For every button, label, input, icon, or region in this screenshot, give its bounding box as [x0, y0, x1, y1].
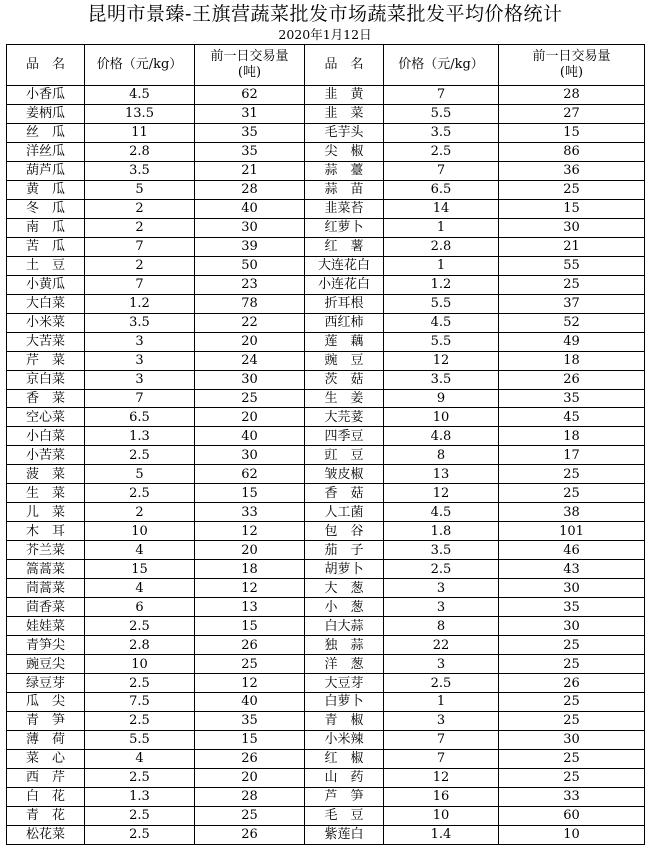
volume-cell: 35 [499, 598, 645, 617]
table-row [7, 674, 645, 693]
volume-cell: 24 [195, 351, 305, 370]
vegetable-name-cell: 南 瓜 [7, 218, 85, 237]
price-cell: 2.5 [85, 484, 195, 503]
price-cell: 1.4 [384, 825, 499, 844]
volume-cell: 25 [499, 636, 645, 655]
vegetable-name-cell: 大苦菜 [7, 332, 85, 351]
volume-cell: 22 [195, 313, 305, 332]
table-row [7, 313, 645, 332]
vegetable-name-cell: 苦 瓜 [7, 237, 85, 256]
price-cell: 2 [85, 218, 195, 237]
volume-cell: 101 [499, 522, 645, 541]
price-cell: 12 [384, 768, 499, 787]
volume-cell: 62 [195, 465, 305, 484]
vegetable-name-cell: 人工菌 [305, 503, 384, 522]
vegetable-name-cell: 豌 豆 [305, 351, 384, 370]
table-row [7, 560, 645, 579]
price-cell: 2.5 [85, 806, 195, 825]
vegetable-name-cell: 芦 笋 [305, 787, 384, 806]
table-row [7, 180, 645, 199]
price-cell: 7 [85, 275, 195, 294]
price-cell: 1.2 [85, 294, 195, 313]
price-table [6, 44, 645, 845]
price-cell: 4.8 [384, 427, 499, 446]
volume-cell: 17 [499, 446, 645, 465]
volume-cell: 27 [499, 104, 645, 123]
volume-cell: 30 [499, 617, 645, 636]
vegetable-name-cell: 洋 葱 [305, 655, 384, 674]
volume-cell: 40 [195, 693, 305, 712]
volume-cell: 10 [499, 825, 645, 844]
vegetable-name-cell: 瓜 尖 [7, 693, 85, 712]
price-cell: 3.5 [384, 541, 499, 560]
table-row [7, 237, 645, 256]
volume-cell: 20 [195, 408, 305, 427]
volume-cell: 30 [499, 730, 645, 749]
vegetable-name-cell: 洋丝瓜 [7, 142, 85, 161]
volume-cell: 28 [499, 86, 645, 105]
vegetable-name-cell: 大豆芽 [305, 674, 384, 693]
price-cell: 4.5 [384, 503, 499, 522]
price-cell: 1 [384, 693, 499, 712]
vegetable-name-cell: 青 花 [7, 806, 85, 825]
price-cell: 8 [384, 446, 499, 465]
price-cell: 10 [85, 655, 195, 674]
table-row [7, 389, 645, 408]
volume-cell: 25 [499, 749, 645, 768]
price-cell: 4 [85, 541, 195, 560]
price-cell: 2 [85, 256, 195, 275]
vegetable-name-cell: 西 芹 [7, 768, 85, 787]
volume-cell: 25 [499, 655, 645, 674]
volume-cell: 62 [195, 86, 305, 105]
vegetable-name-cell: 韭 黄 [305, 86, 384, 105]
vegetable-name-cell: 大芫荽 [305, 408, 384, 427]
price-cell: 2.5 [85, 674, 195, 693]
price-cell: 2.8 [85, 142, 195, 161]
volume-cell: 35 [195, 142, 305, 161]
volume-cell: 12 [195, 674, 305, 693]
price-cell: 3 [85, 351, 195, 370]
vegetable-name-cell: 丝 瓜 [7, 123, 85, 142]
volume-cell: 31 [195, 104, 305, 123]
vegetable-name-cell: 茼蒿菜 [7, 579, 85, 598]
volume-cell: 33 [499, 787, 645, 806]
volume-cell: 21 [499, 237, 645, 256]
table-row [7, 825, 645, 844]
volume-cell: 49 [499, 332, 645, 351]
volume-cell: 25 [499, 465, 645, 484]
vegetable-name-cell: 韭 菜 [305, 104, 384, 123]
table-row [7, 104, 645, 123]
table-row [7, 332, 645, 351]
price-cell: 2.5 [384, 560, 499, 579]
price-cell: 2.8 [85, 636, 195, 655]
page-title: 昆明市景臻-王旗营蔬菜批发市场蔬菜批发平均价格统计 [87, 3, 563, 25]
price-cell: 5 [85, 180, 195, 199]
table-row [7, 484, 645, 503]
vegetable-name-cell: 葫芦瓜 [7, 161, 85, 180]
volume-cell: 35 [499, 389, 645, 408]
vegetable-name-cell: 胡萝卜 [305, 560, 384, 579]
table-row [7, 522, 645, 541]
table-row [7, 123, 645, 142]
volume-cell: 25 [499, 180, 645, 199]
volume-cell: 25 [499, 768, 645, 787]
price-cell: 2 [85, 503, 195, 522]
table-row [7, 161, 645, 180]
vegetable-name-cell: 小米辣 [305, 730, 384, 749]
vegetable-name-cell: 蒜 薹 [305, 161, 384, 180]
price-cell: 22 [384, 636, 499, 655]
vegetable-name-cell: 毛 豆 [305, 806, 384, 825]
volume-cell: 18 [499, 427, 645, 446]
vegetable-name-cell: 毛芋头 [305, 123, 384, 142]
vegetable-name-cell: 青笋尖 [7, 636, 85, 655]
price-cell: 6.5 [384, 180, 499, 199]
price-cell: 2.5 [85, 825, 195, 844]
vegetable-name-cell: 茨 菇 [305, 370, 384, 389]
table-row [7, 294, 645, 313]
vegetable-name-cell: 篙蒿菜 [7, 560, 85, 579]
vegetable-name-cell: 红 椒 [305, 749, 384, 768]
table-body [7, 86, 645, 845]
vegetable-name-cell: 折耳根 [305, 294, 384, 313]
volume-cell: 23 [195, 275, 305, 294]
price-cell: 7 [384, 86, 499, 105]
volume-cell: 25 [499, 275, 645, 294]
table-row [7, 636, 645, 655]
price-cell: 16 [384, 787, 499, 806]
volume-cell: 86 [499, 142, 645, 161]
table-row [7, 199, 645, 218]
vegetable-name-cell: 菜 心 [7, 749, 85, 768]
price-cell: 4.5 [85, 86, 195, 105]
table-row [7, 446, 645, 465]
price-cell: 3 [85, 332, 195, 351]
volume-cell: 12 [195, 579, 305, 598]
volume-cell: 15 [499, 123, 645, 142]
volume-cell: 60 [499, 806, 645, 825]
vegetable-name-cell: 四季豆 [305, 427, 384, 446]
vegetable-name-cell: 青 椒 [305, 711, 384, 730]
volume-cell: 40 [195, 199, 305, 218]
table-row [7, 749, 645, 768]
volume-cell: 18 [499, 351, 645, 370]
price-cell: 2.8 [384, 237, 499, 256]
price-cell: 15 [85, 560, 195, 579]
volume-cell: 30 [499, 579, 645, 598]
vegetable-name-cell: 韭菜苔 [305, 199, 384, 218]
table-row [7, 408, 645, 427]
vegetable-name-cell: 山 药 [305, 768, 384, 787]
price-cell: 1.3 [85, 787, 195, 806]
price-cell: 2.5 [85, 768, 195, 787]
vegetable-name-cell: 儿 菜 [7, 503, 85, 522]
vegetable-name-cell: 小 葱 [305, 598, 384, 617]
price-cell: 12 [384, 484, 499, 503]
price-cell: 10 [384, 408, 499, 427]
table-row [7, 617, 645, 636]
price-cell: 7 [85, 389, 195, 408]
table-header-row [7, 45, 645, 86]
vegetable-name-cell: 姜柄瓜 [7, 104, 85, 123]
vegetable-name-cell: 红萝卜 [305, 218, 384, 237]
vegetable-name-cell: 芥兰菜 [7, 541, 85, 560]
price-cell: 2.5 [384, 674, 499, 693]
vegetable-name-cell: 生 姜 [305, 389, 384, 408]
table-row [7, 86, 645, 105]
price-cell: 14 [384, 199, 499, 218]
volume-cell: 50 [195, 256, 305, 275]
price-cell: 11 [85, 123, 195, 142]
volume-cell: 12 [195, 522, 305, 541]
table-row [7, 503, 645, 522]
volume-cell: 15 [499, 199, 645, 218]
vegetable-name-cell: 绿豆芽 [7, 674, 85, 693]
volume-cell: 33 [195, 503, 305, 522]
volume-cell: 15 [195, 730, 305, 749]
vegetable-name-cell: 菠 菜 [7, 465, 85, 484]
price-cell: 3 [384, 598, 499, 617]
header-volume-right: 前一日交易量 (吨) [499, 45, 645, 86]
vegetable-name-cell: 冬 瓜 [7, 199, 85, 218]
vegetable-name-cell: 豌豆尖 [7, 655, 85, 674]
price-cell: 2.5 [384, 142, 499, 161]
price-cell: 3 [384, 579, 499, 598]
price-cell: 7.5 [85, 693, 195, 712]
price-cell: 9 [384, 389, 499, 408]
vegetable-name-cell: 娃娃菜 [7, 617, 85, 636]
vegetable-name-cell: 空心菜 [7, 408, 85, 427]
price-cell: 4.5 [384, 313, 499, 332]
vegetable-name-cell: 香 菇 [305, 484, 384, 503]
price-cell: 1 [384, 256, 499, 275]
table-row [7, 541, 645, 560]
volume-cell: 36 [499, 161, 645, 180]
volume-cell: 43 [499, 560, 645, 579]
table-row [7, 218, 645, 237]
vegetable-name-cell: 茄 子 [305, 541, 384, 560]
vegetable-name-cell: 蒜 苗 [305, 180, 384, 199]
price-cell: 12 [384, 351, 499, 370]
volume-cell: 15 [195, 484, 305, 503]
price-cell: 7 [85, 237, 195, 256]
vegetable-name-cell: 莲 藕 [305, 332, 384, 351]
volume-cell: 13 [195, 598, 305, 617]
volume-cell: 45 [499, 408, 645, 427]
volume-cell: 78 [195, 294, 305, 313]
volume-cell: 25 [499, 484, 645, 503]
volume-cell: 25 [195, 655, 305, 674]
price-cell: 1.2 [384, 275, 499, 294]
volume-cell: 38 [499, 503, 645, 522]
vegetable-name-cell: 西红柿 [305, 313, 384, 332]
volume-cell: 55 [499, 256, 645, 275]
vegetable-name-cell: 小黄瓜 [7, 275, 85, 294]
price-cell: 3 [384, 655, 499, 674]
volume-cell: 46 [499, 541, 645, 560]
price-cell: 8 [384, 617, 499, 636]
table-row [7, 427, 645, 446]
volume-cell: 26 [195, 636, 305, 655]
volume-cell: 30 [195, 218, 305, 237]
volume-cell: 21 [195, 161, 305, 180]
price-cell: 6.5 [85, 408, 195, 427]
price-cell: 13 [384, 465, 499, 484]
table-row [7, 806, 645, 825]
volume-cell: 20 [195, 541, 305, 560]
table-row [7, 598, 645, 617]
vegetable-name-cell: 紫莲白 [305, 825, 384, 844]
table-row [7, 465, 645, 484]
volume-cell: 26 [499, 674, 645, 693]
vegetable-name-cell: 红 薯 [305, 237, 384, 256]
volume-cell: 15 [195, 617, 305, 636]
price-cell: 5 [85, 465, 195, 484]
volume-cell: 39 [195, 237, 305, 256]
price-cell: 3.5 [85, 161, 195, 180]
vegetable-name-cell: 木 耳 [7, 522, 85, 541]
vegetable-name-cell: 芹 菜 [7, 351, 85, 370]
price-cell: 3.5 [384, 123, 499, 142]
price-cell: 2 [85, 199, 195, 218]
header-volume-left: 前一日交易量 (吨) [195, 45, 305, 86]
price-cell: 10 [384, 806, 499, 825]
volume-cell: 40 [195, 427, 305, 446]
price-cell: 5.5 [384, 332, 499, 351]
vegetable-name-cell: 小苦菜 [7, 446, 85, 465]
volume-cell: 20 [195, 332, 305, 351]
vegetable-name-cell: 白 花 [7, 787, 85, 806]
vegetable-name-cell: 包 谷 [305, 522, 384, 541]
vegetable-name-cell: 豇 豆 [305, 446, 384, 465]
table-row [7, 711, 645, 730]
volume-cell: 26 [195, 825, 305, 844]
table-row [7, 275, 645, 294]
table-row [7, 787, 645, 806]
table-row [7, 256, 645, 275]
volume-cell: 30 [195, 370, 305, 389]
price-cell: 4 [85, 749, 195, 768]
volume-cell: 37 [499, 294, 645, 313]
volume-cell: 26 [499, 370, 645, 389]
vegetable-name-cell: 皱皮椒 [305, 465, 384, 484]
vegetable-name-cell: 京白菜 [7, 370, 85, 389]
volume-cell: 30 [195, 446, 305, 465]
price-cell: 2.5 [85, 446, 195, 465]
table-row [7, 142, 645, 161]
report-date: 2020年1月12日 [278, 27, 372, 42]
price-cell: 7 [384, 730, 499, 749]
price-cell: 3.5 [85, 313, 195, 332]
volume-cell: 20 [195, 768, 305, 787]
price-cell: 5.5 [384, 104, 499, 123]
volume-cell: 28 [195, 787, 305, 806]
vegetable-name-cell: 白大蒜 [305, 617, 384, 636]
price-cell: 2.5 [85, 617, 195, 636]
price-cell: 13.5 [85, 104, 195, 123]
header-price-left: 价格（元/kg） [85, 45, 195, 86]
price-cell: 2.5 [85, 711, 195, 730]
vegetable-name-cell: 大连花白 [305, 256, 384, 275]
price-cell: 7 [384, 749, 499, 768]
table-row [7, 351, 645, 370]
price-cell: 6 [85, 598, 195, 617]
vegetable-name-cell: 茴香菜 [7, 598, 85, 617]
volume-cell: 18 [195, 560, 305, 579]
vegetable-name-cell: 黄 瓜 [7, 180, 85, 199]
table-row [7, 655, 645, 674]
vegetable-name-cell: 小连花白 [305, 275, 384, 294]
volume-cell: 30 [499, 218, 645, 237]
header-name-right: 品 名 [305, 45, 384, 86]
header-name-left: 品 名 [7, 45, 85, 86]
volume-cell: 35 [195, 711, 305, 730]
volume-cell: 25 [195, 389, 305, 408]
price-cell: 5.5 [85, 730, 195, 749]
vegetable-name-cell: 尖 椒 [305, 142, 384, 161]
price-cell: 3 [384, 711, 499, 730]
vegetable-name-cell: 香 菜 [7, 389, 85, 408]
volume-cell: 25 [499, 711, 645, 730]
table-row [7, 370, 645, 389]
vegetable-name-cell: 独 蒜 [305, 636, 384, 655]
header-price-right: 价格（元/kg） [384, 45, 499, 86]
price-cell: 1.8 [384, 522, 499, 541]
vegetable-name-cell: 生 菜 [7, 484, 85, 503]
price-cell: 10 [85, 522, 195, 541]
table-row [7, 579, 645, 598]
volume-cell: 26 [195, 749, 305, 768]
vegetable-name-cell: 小白菜 [7, 427, 85, 446]
vegetable-name-cell: 白萝卜 [305, 693, 384, 712]
volume-cell: 52 [499, 313, 645, 332]
price-cell: 3 [85, 370, 195, 389]
vegetable-name-cell: 小米菜 [7, 313, 85, 332]
volume-cell: 25 [499, 693, 645, 712]
vegetable-name-cell: 小香瓜 [7, 86, 85, 105]
price-cell: 1.3 [85, 427, 195, 446]
vegetable-name-cell: 薄 荷 [7, 730, 85, 749]
table-row [7, 730, 645, 749]
vegetable-name-cell: 青 笋 [7, 711, 85, 730]
volume-cell: 25 [195, 806, 305, 825]
price-cell: 3.5 [384, 370, 499, 389]
vegetable-name-cell: 大 葱 [305, 579, 384, 598]
volume-cell: 28 [195, 180, 305, 199]
table-row [7, 693, 645, 712]
vegetable-name-cell: 土 豆 [7, 256, 85, 275]
vegetable-name-cell: 松花菜 [7, 825, 85, 844]
volume-cell: 35 [195, 123, 305, 142]
table-row [7, 768, 645, 787]
price-cell: 7 [384, 161, 499, 180]
price-cell: 4 [85, 579, 195, 598]
price-cell: 5.5 [384, 294, 499, 313]
price-cell: 1 [384, 218, 499, 237]
vegetable-name-cell: 大白菜 [7, 294, 85, 313]
